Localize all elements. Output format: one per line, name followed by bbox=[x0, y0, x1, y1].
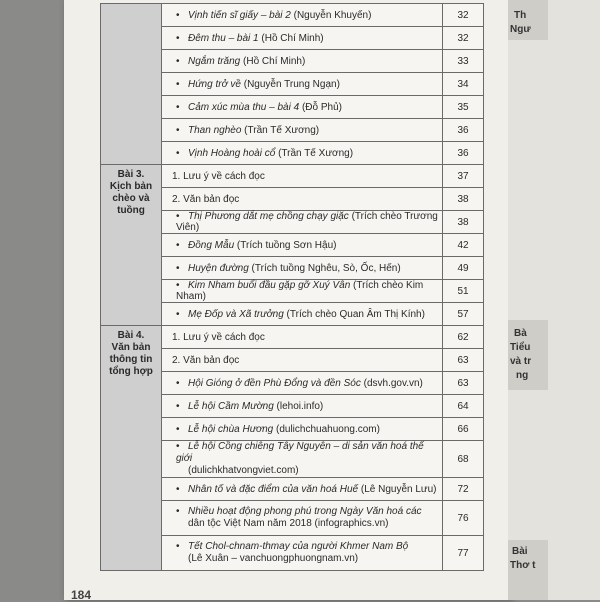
entry-title: 1. Lưu ý về cách đọc bbox=[172, 170, 265, 182]
adjacent-text: Ngư bbox=[510, 24, 531, 35]
entry-note: dân tộc Việt Nam năm 2018 (infographics.vn) bbox=[188, 518, 389, 529]
section-label-line: tuồng bbox=[117, 205, 145, 216]
adjacent-text: Bà bbox=[514, 328, 527, 339]
toc-entry[interactable] bbox=[162, 441, 443, 478]
bullet-icon: • bbox=[176, 211, 180, 222]
entry-title: Thị Phương dắt mẹ chồng chạy giặc bbox=[188, 211, 349, 222]
entry-note: (Trích chèo Trương Viên) bbox=[176, 211, 438, 233]
adjacent-page bbox=[508, 0, 600, 600]
entry-title: Than nghèo bbox=[188, 124, 242, 136]
section-label-line: Bài 4. bbox=[117, 330, 145, 341]
bullet-icon: • bbox=[176, 55, 180, 67]
bullet-icon: • bbox=[176, 400, 180, 412]
entry-title: 2. Văn bản đọc bbox=[172, 193, 240, 205]
section-label bbox=[101, 326, 162, 571]
toc-entry[interactable] bbox=[162, 478, 443, 501]
entry-note: (Trích chèo Quan Âm Thị Kính) bbox=[286, 308, 425, 320]
entry-note: (Lê Xuân – vanchuongphuongnam.vn) bbox=[188, 553, 359, 564]
entry-note: (dulichkhatvongviet.com) bbox=[188, 465, 299, 476]
adjacent-text: Tiểu bbox=[510, 342, 531, 353]
page-ref: 36 bbox=[443, 142, 484, 165]
entry-title: Nhiều hoạt động phong phú trong Ngày Văn hoá các bbox=[188, 506, 422, 517]
entry-title: Hứng trở về bbox=[188, 78, 241, 90]
toc-entry[interactable] bbox=[162, 142, 443, 165]
entry-title: Đồng Mẫu bbox=[188, 239, 235, 251]
entry-note: (Nguyễn Khuyến) bbox=[293, 9, 372, 21]
page-ref: 57 bbox=[443, 303, 484, 326]
bullet-icon: • bbox=[176, 483, 180, 495]
entry-note: (Trần Tế Xương) bbox=[278, 147, 354, 159]
page-ref: 33 bbox=[443, 50, 484, 73]
entry-note: (Hồ Chí Minh) bbox=[243, 55, 306, 67]
page-ref: 37 bbox=[443, 165, 484, 188]
bullet-icon: • bbox=[176, 262, 180, 274]
entry-title: Cảm xúc mùa thu – bài 4 bbox=[188, 101, 300, 113]
toc-entry[interactable] bbox=[162, 257, 443, 280]
entry-title: Ngắm trăng bbox=[188, 55, 241, 67]
bullet-icon: • bbox=[176, 280, 180, 291]
entry-title: 2. Văn bản đọc bbox=[172, 354, 240, 366]
toc-heading[interactable] bbox=[162, 165, 443, 188]
page-ref: 32 bbox=[443, 27, 484, 50]
page-ref: 68 bbox=[443, 441, 484, 478]
entry-title: Kim Nham buổi đầu gặp gỡ Xuý Vân bbox=[188, 280, 351, 291]
bullet-icon: • bbox=[176, 124, 180, 136]
bullet-icon: • bbox=[176, 506, 180, 517]
bullet-icon: • bbox=[176, 147, 180, 159]
page-ref: 64 bbox=[443, 395, 484, 418]
entry-title: Lễ hội Cầm Mường bbox=[188, 400, 274, 412]
page-ref: 77 bbox=[443, 536, 484, 571]
toc-entry[interactable] bbox=[162, 234, 443, 257]
section-label bbox=[101, 4, 162, 165]
table-of-contents bbox=[100, 3, 484, 571]
page-ref: 63 bbox=[443, 372, 484, 395]
entry-title: Lễ hội chùa Hương bbox=[188, 423, 274, 435]
section-label-line: Kịch bản bbox=[109, 181, 153, 192]
page-ref: 32 bbox=[443, 4, 484, 27]
section-label bbox=[101, 165, 162, 326]
page-ref: 34 bbox=[443, 73, 484, 96]
toc-heading[interactable] bbox=[162, 326, 443, 349]
bullet-icon: • bbox=[176, 423, 180, 435]
entry-title: Tết Chol-chnam-thmay của người Khmer Nam Bộ bbox=[188, 541, 409, 552]
entry-note: (Đỗ Phủ) bbox=[301, 101, 342, 113]
page-ref: 38 bbox=[443, 188, 484, 211]
bullet-icon: • bbox=[176, 32, 180, 44]
page-ref: 51 bbox=[443, 280, 484, 303]
bullet-icon: • bbox=[176, 101, 180, 113]
page-ref: 42 bbox=[443, 234, 484, 257]
section-label-line: Bài 3. bbox=[117, 169, 145, 180]
toc-entry[interactable] bbox=[162, 119, 443, 142]
bullet-icon: • bbox=[176, 239, 180, 251]
entry-title: 1. Lưu ý về cách đọc bbox=[172, 331, 265, 343]
toc-entry[interactable] bbox=[162, 211, 443, 234]
adjacent-text: Th bbox=[514, 10, 527, 21]
entry-note: (Trần Tế Xương) bbox=[244, 124, 320, 136]
page-ref: 35 bbox=[443, 96, 484, 119]
section-label-line: tổng hợp bbox=[109, 366, 153, 377]
page-ref: 36 bbox=[443, 119, 484, 142]
entry-note: (Hồ Chí Minh) bbox=[261, 32, 324, 44]
entry-note: (Trích chèo Kim Nham) bbox=[176, 280, 424, 302]
entry-note: (dulichchuahuong.com) bbox=[276, 423, 380, 435]
bullet-icon: • bbox=[176, 308, 180, 320]
toc-entry[interactable] bbox=[162, 73, 443, 96]
section-label-line: thông tin bbox=[109, 354, 153, 365]
toc-entry[interactable] bbox=[162, 395, 443, 418]
page-ref: 76 bbox=[443, 501, 484, 536]
section-label-line: chèo và bbox=[112, 193, 150, 204]
entry-title: Lễ hội Cồng chiêng Tây Nguyên – di sản văn hoá thế giới bbox=[176, 441, 424, 464]
toc-entry[interactable] bbox=[162, 501, 443, 536]
section-label-line: Văn bản bbox=[111, 342, 151, 353]
entry-note: (Lê Nguyễn Lưu) bbox=[360, 483, 437, 495]
page-ref: 62 bbox=[443, 326, 484, 349]
entry-title: Vịnh tiến sĩ giấy – bài 2 bbox=[188, 9, 291, 21]
table-row bbox=[101, 4, 484, 27]
toc-entry[interactable] bbox=[162, 4, 443, 27]
adjacent-text: Bài bbox=[512, 546, 528, 557]
page-ref: 38 bbox=[443, 211, 484, 234]
toc-entry[interactable] bbox=[162, 280, 443, 303]
toc-entry[interactable] bbox=[162, 372, 443, 395]
entry-title: Hội Gióng ở đền Phù Đổng và đền Sóc bbox=[188, 377, 361, 389]
entry-note: (Trích tuồng Nghêu, Sò, Ốc, Hến) bbox=[251, 262, 401, 274]
page-ref: 63 bbox=[443, 349, 484, 372]
toc-entry[interactable] bbox=[162, 418, 443, 441]
toc-heading[interactable] bbox=[162, 188, 443, 211]
entry-note: (Nguyễn Trung Ngạn) bbox=[243, 78, 340, 90]
adjacent-text: Thơ t bbox=[510, 560, 536, 571]
toc-entry[interactable] bbox=[162, 96, 443, 119]
entry-title: Mẹ Đốp và Xã trưởng bbox=[188, 308, 284, 320]
entry-title: Nhân tố và đặc điểm của văn hoá Huế bbox=[188, 483, 359, 495]
page-ref: 72 bbox=[443, 478, 484, 501]
bullet-icon: • bbox=[176, 78, 180, 90]
bullet-icon: • bbox=[176, 441, 180, 452]
toc-entry[interactable] bbox=[162, 27, 443, 50]
bullet-icon: • bbox=[176, 9, 180, 21]
toc-entry[interactable] bbox=[162, 50, 443, 73]
entry-note: (dsvh.gov.vn) bbox=[363, 377, 423, 389]
entry-title: Đêm thu – bài 1 bbox=[188, 32, 259, 44]
bullet-icon: • bbox=[176, 541, 180, 552]
entry-note: (lehoi.info) bbox=[276, 400, 324, 412]
entry-note: (Trích tuồng Sơn Hậu) bbox=[236, 239, 337, 251]
entry-title: Huyện đường bbox=[188, 262, 249, 274]
page-ref: 49 bbox=[443, 257, 484, 280]
page-ref: 66 bbox=[443, 418, 484, 441]
toc-heading[interactable] bbox=[162, 349, 443, 372]
toc-entry[interactable] bbox=[162, 536, 443, 571]
adjacent-text: và tr bbox=[510, 356, 532, 367]
entry-title: Vịnh Hoàng hoài cổ bbox=[188, 147, 276, 159]
table-row bbox=[101, 165, 484, 188]
page-number: 184 bbox=[71, 588, 92, 602]
toc-entry[interactable] bbox=[162, 303, 443, 326]
adjacent-text: ng bbox=[516, 370, 529, 381]
table-row bbox=[101, 326, 484, 349]
bullet-icon: • bbox=[176, 377, 180, 389]
